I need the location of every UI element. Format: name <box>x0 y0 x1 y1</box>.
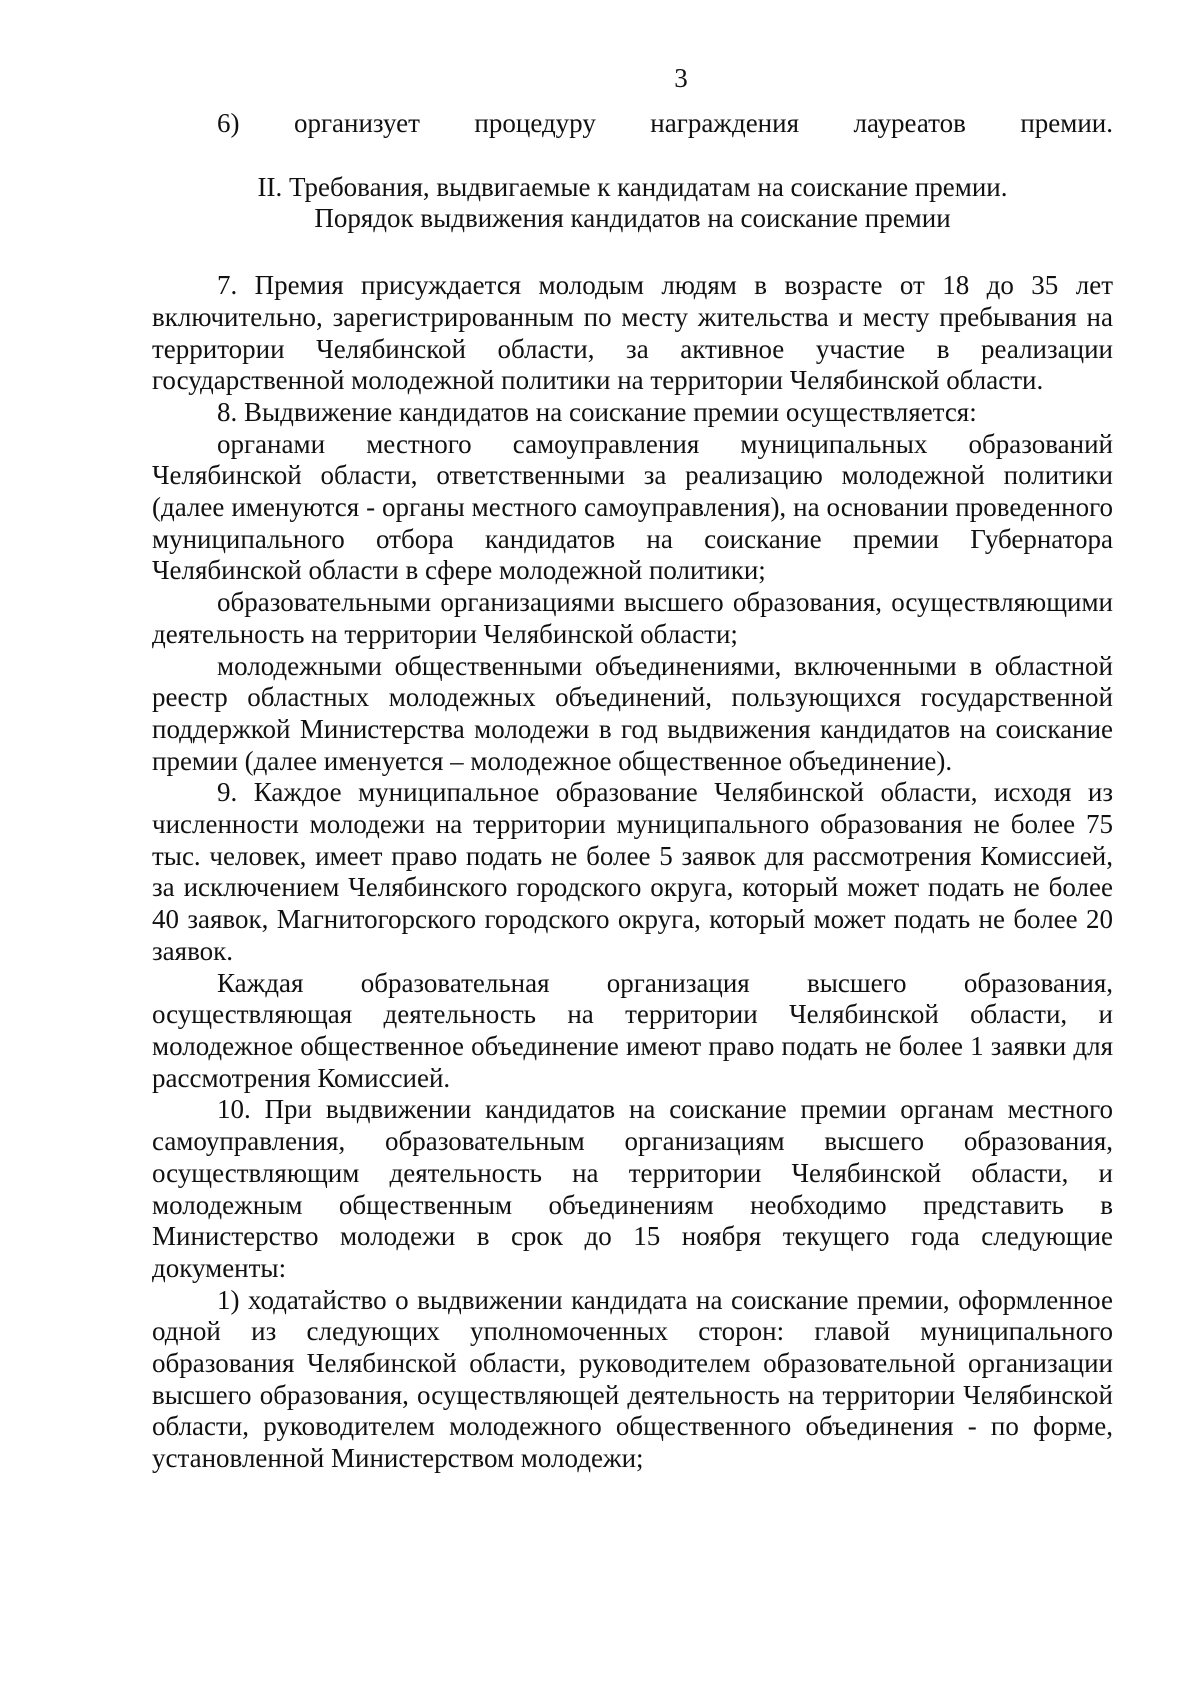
paragraph-10: 10. При выдвижении кандидатов на соискание премии органам местного самоуправления, образовательным организациям высшего образования, осуществляющим деятельность на территории Челябинской области, и молодежным общественным объединениям необходимо представить в Министерство молодежи в срок до 15 ноября текущего года следующие документы: <box>152 1094 1113 1283</box>
paragraph-8-higher-education: образовательными организациями высшего образования, осуществляющими деятельность на территории Челябинской области; <box>152 587 1113 649</box>
section-heading-line-2: Порядок выдвижения кандидатов на соискание премии <box>314 203 951 234</box>
paragraph-8-youth-associations: молодежными общественными объединениями, включенными в областной реестр областных молодежных объединений, пользующихся государственной поддержкой Министерства молодежи в год выдвижения кандидатов на соискание премии (далее именуется – молодежное общественное объединение). <box>152 650 1113 776</box>
list-item-6: 6) организует процедуру награждения лауреатов премии. <box>217 108 1113 138</box>
page-number: 3 <box>674 63 688 93</box>
paragraph-8-local-government: органами местного самоуправления муниципальных образований Челябинской области, ответственными за реализацию молодежной политики (далее именуются - органы местного самоуправления), на основании проведенного муниципального отбора кандидатов на соискание премии Губернатора Челябинской области в сфере молодежной политики; <box>152 428 1113 586</box>
section-heading <box>152 172 1113 235</box>
paragraph-10-item-1: 1) ходатайство о выдвижении кандидата на соискание премии, оформленное одной из следующих уполномоченных сторон: главой муниципального образования Челябинской области, руководителем образовательной организации высшего образования, осуществляющей деятельность на территории Челябинской области, руководителем молодежного общественного объединения - по форме, установленной Министерством молодежи; <box>152 1284 1113 1474</box>
document-body <box>152 108 1113 1475</box>
paragraph-7: 7. Премия присуждается молодым людям в возрасте от 18 до 35 лет включительно, зарегистрированным по месту жительства и месту пребывания на территории Челябинской области, за активное участие в реализации государственной молодежной политики на территории Челябинской области. <box>152 270 1113 396</box>
paragraph-9: 9. Каждое муниципальное образование Челябинской области, исходя из численности молодежи на территории муниципального образования не более 75 тыс. человек, имеет право подать не более 5 заявок для рассмотрения Комиссией, за исключением Челябинского городского округа, который может подать не более 40 заявок, Магнитогорского городского округа, который может подать не более 20 заявок. <box>152 777 1113 966</box>
section-heading-line-1: II. Требования, выдвигаемые к кандидатам на соискание премии. <box>257 171 1008 202</box>
paragraph-8: 8. Выдвижение кандидатов на соискание премии осуществляется: <box>217 396 977 427</box>
paragraph-9-second: Каждая образовательная организация высшего образования, осуществляющая деятельность на территории Челябинской области, и молодежное общественное объединение имеют право подать не более 1 заявки для рассмотрения Комиссией. <box>152 967 1113 1093</box>
